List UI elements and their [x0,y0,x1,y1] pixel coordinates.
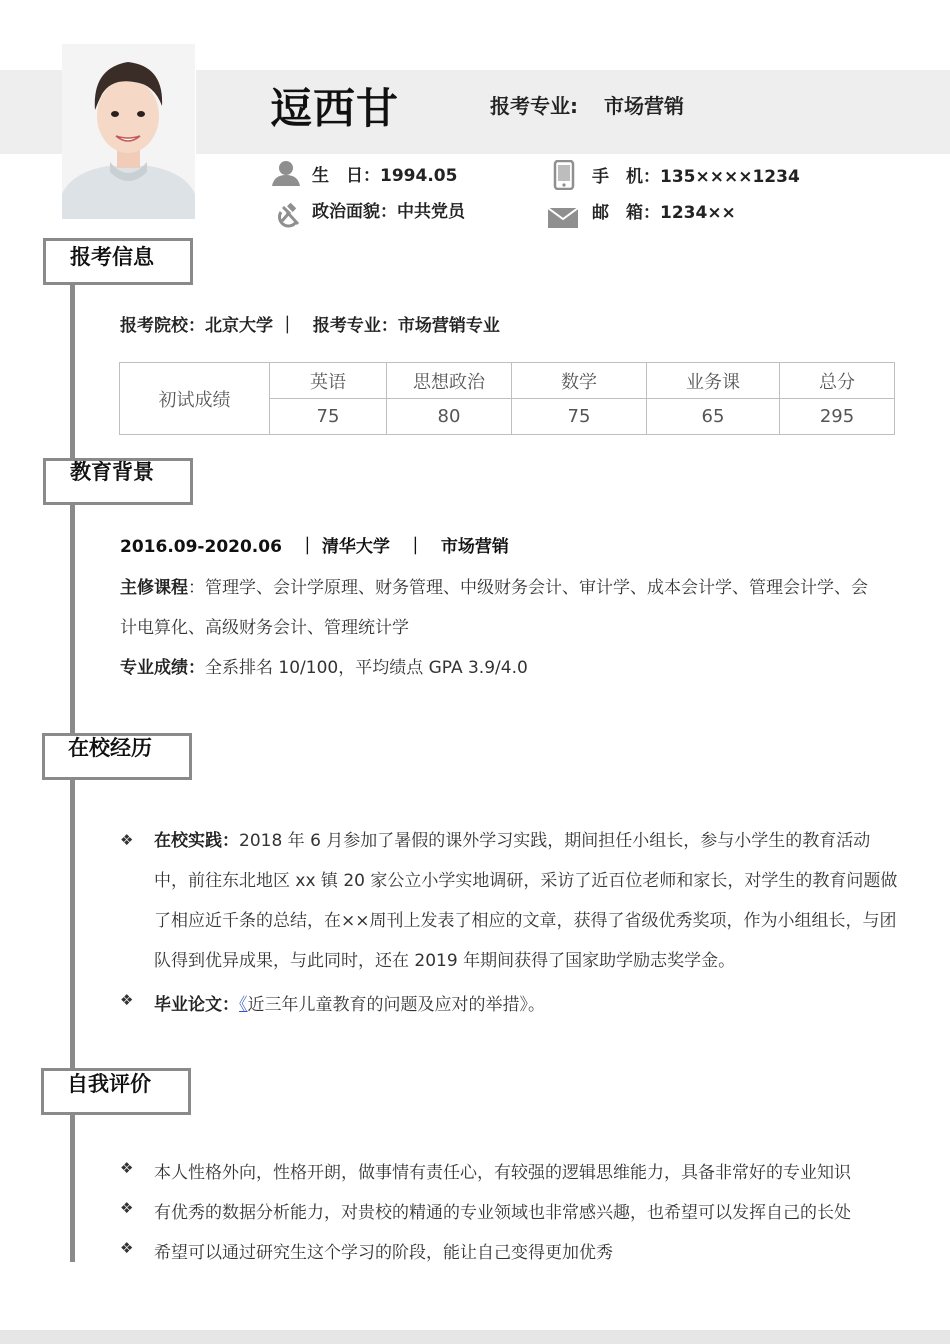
courses-label: 主修课程 [120,578,188,598]
education-heading: 2016.09-2020.06 ｜ 清华大学 ｜ 市场营销 [120,537,509,557]
header-major-value: 市场营销 [604,94,684,118]
header-major-label: 报考专业: [490,94,578,118]
section-title-education: 教育背景 [70,460,154,484]
score-cell: 75 [270,399,387,435]
person-icon [270,160,302,190]
hammer-sickle-icon [274,202,302,234]
subject-cell: 数学 [512,363,647,399]
section-title-apply: 报考信息 [70,245,154,269]
candidate-name: 逗西甘 [270,84,400,133]
score-header-row [120,363,895,399]
subject-cell: 英语 [270,363,387,399]
thesis-label: 毕业论文： [154,995,239,1015]
birthday-field: 生 日：1994.05 [312,166,458,186]
footer-band [0,1330,950,1344]
profile-photo [62,44,195,219]
timeline-apply [70,285,75,460]
practice-label: 在校实践： [154,831,239,851]
score-table [119,362,895,435]
practice-paragraph [154,821,899,981]
thesis-text: 近三年儿童教育的问题及应对的举措》。 [247,995,545,1015]
subject-cell: 业务课 [647,363,780,399]
score-cell: 75 [512,399,647,435]
timeline-self [70,1112,75,1262]
score-row-label: 初试成绩 [120,363,270,435]
self-item: 希望可以通过研究生这个学习的阶段，能让自己变得更加优秀 [154,1243,613,1263]
phone-field: 手 机：135××××1234 [592,167,800,187]
email-field: 邮 箱：1234×× [592,203,736,223]
subject-cell: 总分 [780,363,895,399]
score-cell: 80 [387,399,512,435]
political-field: 政治面貌：中共党员 [312,202,465,222]
section-title-campus: 在校经历 [68,736,152,760]
grades-line [120,653,528,678]
bullet-icon: ❖ [120,991,134,1009]
bullet-icon: ❖ [120,1159,134,1177]
phone-icon [553,160,575,194]
subject-cell: 思想政治 [387,363,512,399]
self-item: 有优秀的数据分析能力，对贵校的精通的专业领域也非常感兴趣，也希望可以发挥自己的长处 [154,1203,851,1223]
practice-text: 2018 年 6 月参加了暑假的课外学习实践，期间担任小组长，参与小学生的教育活动中，前往东北地区 xx 镇 20 家公立小学实地调研，采访了近百位老师和家长，对学生的教育问题做了相应近千条的总结，在××周刊上发表了相应的文章，获得了省级优秀奖项，作为小组组长，与团队得到优异成果，与此同时，还在 2019 年期间获得了国家助学励志奖学金。 [154,831,898,971]
header-major [490,90,684,119]
self-item: 本人性格外向，性格开朗，做事情有责任心，有较强的逻辑思维能力，具备非常好的专业知识 [154,1163,851,1183]
mail-icon [548,206,578,232]
courses-line-2: 计电算化、高级财务会计、管理统计学 [120,618,409,638]
bullet-icon: ❖ [120,1239,134,1257]
grades-label: 专业成绩： [120,658,205,678]
score-cell: 295 [780,399,895,435]
thesis-link[interactable]: 《 [239,995,248,1015]
apply-line: 报考院校：北京大学 ｜ 报考专业：市场营销专业 [120,316,500,336]
thesis-line [154,990,545,1015]
timeline-education [70,503,75,735]
score-cell: 65 [647,399,780,435]
grades-text: 全系排名 10/100，平均绩点 GPA 3.9/4.0 [205,658,528,678]
courses-line-1 [120,573,868,598]
header-band-left [0,70,62,154]
section-title-self: 自我评价 [67,1072,151,1096]
bullet-icon: ❖ [120,831,134,849]
timeline-campus [70,779,75,1069]
courses-text-1: ：管理学、会计学原理、财务管理、中级财务会计、审计学、成本会计学、管理会计学、会 [188,578,868,598]
bullet-icon: ❖ [120,1199,134,1217]
